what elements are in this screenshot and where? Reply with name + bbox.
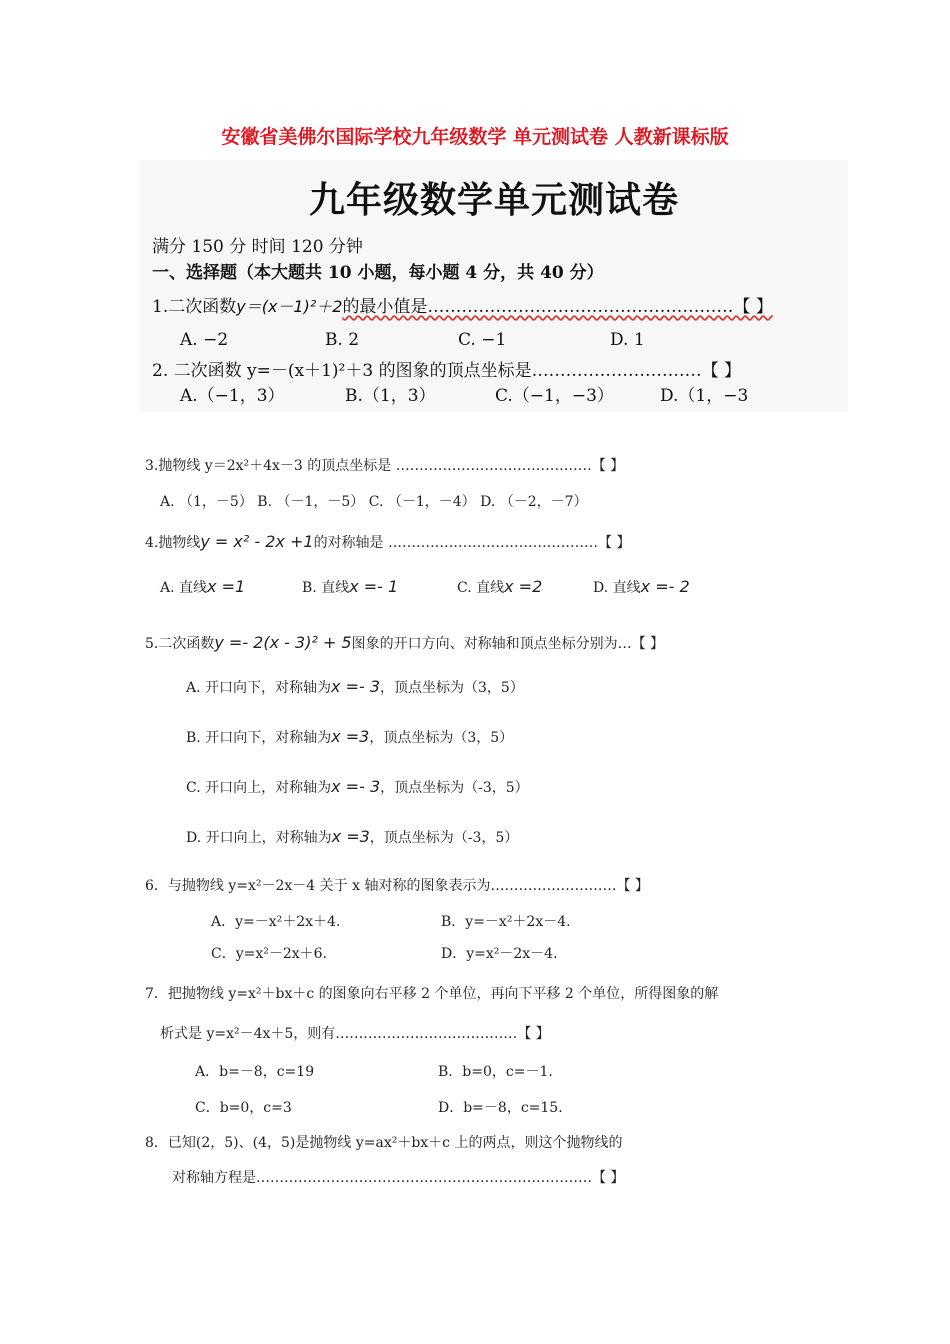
q1-option-a: A. −2 — [180, 330, 229, 350]
q4-option-b: B. 直线x =- 1 — [302, 577, 399, 596]
question-6: 6．与抛物线 y=x²－2x－4 关于 x 轴对称的图象表示为………………………【 】 — [145, 878, 649, 894]
question-2: 2. 二次函数 y=－(x＋1)²＋3 的图象的顶点坐标是…………………………【 】 — [152, 361, 741, 381]
section-heading: 一、选择题（本大题共 10 小题，每小题 4 分，共 40 分） — [152, 263, 604, 283]
q7-option-b: B．b=0，c=－1. — [438, 1064, 553, 1080]
q7-option-a: A．b=－8，c=19 — [195, 1064, 315, 1080]
question-4 — [145, 532, 630, 552]
q2-option-b: B.（1，3） — [345, 386, 436, 406]
q7-option-c: C．b=0，c=3 — [195, 1100, 292, 1116]
q5-formula: y =- 2(x - 3)² + 5 — [214, 633, 352, 652]
q6-option-d: D．y=x²－2x－4. — [441, 946, 558, 962]
q2-option-d: D.（1，−3 — [660, 386, 749, 406]
q2-option-a: A.（−1，3） — [180, 386, 285, 406]
question-3: 3.抛物线 y＝2x²＋4x－3 的顶点坐标是 ……………………………………【 】 — [145, 458, 625, 474]
exam-info: 满分 150 分 时间 120 分钟 — [152, 237, 363, 257]
q1-tail: 的最小值是………………………………………………【 】 — [342, 297, 773, 317]
question-8-line-1: 8．已知(2，5)、(4，5)是抛物线 y=ax²＋bx＋c 上的两点，则这个抛物线的 — [145, 1135, 623, 1151]
q4-option-a: A. 直线x =1 — [160, 577, 246, 596]
scanned-header-image — [140, 160, 848, 412]
scan-title: 九年级数学单元测试卷 — [308, 180, 679, 221]
q7-option-d: D．b=－8，c=15. — [438, 1100, 563, 1116]
q5-option-b: B. 开口向下，对称轴为x =3，顶点坐标为（3，5） — [186, 727, 514, 746]
q6-option-a: A．y=－x²＋2x＋4. — [211, 914, 341, 930]
q4-option-c: C. 直线x =2 — [457, 577, 543, 596]
q4-option-d: D. 直线x =- 2 — [593, 577, 690, 596]
q5-option-a: A. 开口向下，对称轴为x =- 3，顶点坐标为（3，5） — [186, 677, 524, 696]
q5-option-d: D. 开口向上，对称轴为x =3，顶点坐标为（-3，5） — [186, 827, 519, 846]
question-5 — [145, 633, 664, 653]
question-8-line-2: 对称轴方程是………………………………………………………………【 】 — [172, 1170, 625, 1186]
q1-option-d: D. 1 — [610, 330, 645, 350]
q5-pre: 5.二次函数 — [145, 636, 215, 652]
question-7-line-1: 7．把抛物线 y=x²＋bx＋c 的图象向右平移 2 个单位，再向下平移 2 个单位，所得图象的解 — [145, 986, 719, 1002]
q1-text: 1.二次函数 — [152, 297, 237, 317]
q2-option-c: C.（−1，−3） — [495, 386, 614, 406]
q4-post: 的对称轴是 ………………………………………【 】 — [313, 535, 631, 551]
document-title: 安徽省美佛尔国际学校九年级数学 单元测试卷 人教新课标版 — [221, 126, 729, 148]
q1-option-c: C. −1 — [458, 330, 507, 350]
question-1 — [152, 292, 773, 317]
q4-formula: y = x² - 2x +1 — [200, 532, 314, 551]
q6-option-c: C．y=x²－2x＋6. — [211, 946, 328, 962]
q5-post: 图象的开口方向、对称轴和顶点坐标分别为…【 】 — [351, 636, 665, 652]
q5-option-c: C. 开口向上，对称轴为x =- 3，顶点坐标为（-3，5） — [186, 777, 529, 796]
q4-pre: 4.抛物线 — [145, 535, 201, 551]
q6-option-b: B．y=－x²＋2x－4. — [441, 914, 571, 930]
q1-option-b: B. 2 — [325, 330, 360, 350]
q3-options: A. （1，－5） B. （－1，－5） C. （－1，－4） D. （－2，－7） — [160, 494, 588, 510]
q1-formula: y＝(x－1)²＋2 — [236, 297, 343, 316]
question-7-line-2: 析式是 y=x²－4x＋5，则有…………………………………【 】 — [160, 1026, 550, 1042]
